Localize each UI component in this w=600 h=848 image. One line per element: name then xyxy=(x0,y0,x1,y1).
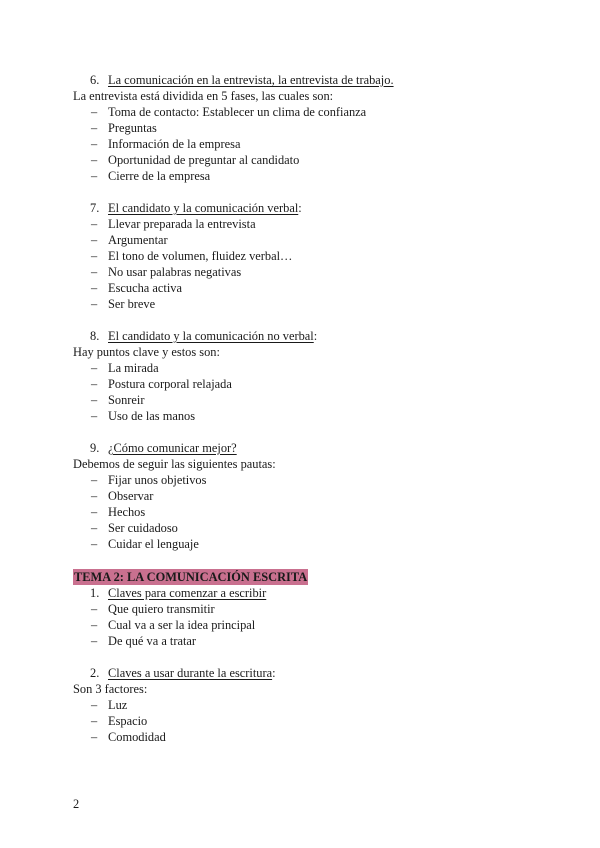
section-number: 9. xyxy=(90,441,100,455)
list-item-text: Cual va a ser la idea principal xyxy=(108,618,256,632)
section-title-text: Claves a usar durante la escritura xyxy=(108,666,273,680)
list-item-text: Fijar unos objetivos xyxy=(108,473,207,487)
dash-bullet: – xyxy=(91,233,98,247)
section-title-text: La comunicación en la entrevista, la entrevista de trabajo. xyxy=(108,73,394,87)
dash-bullet: – xyxy=(91,602,98,616)
list-item-text: Oportunidad de preguntar al candidato xyxy=(108,153,300,167)
dash-bullet: – xyxy=(91,105,98,119)
page-number: 2 xyxy=(73,797,80,811)
section-intro: Son 3 factores: xyxy=(73,682,148,696)
list-item-text: Hechos xyxy=(108,505,146,519)
dash-bullet: – xyxy=(91,473,98,487)
list-item-text: Información de la empresa xyxy=(108,137,241,151)
list-item-text: La mirada xyxy=(108,361,159,375)
list-item-text: Uso de las manos xyxy=(108,409,196,423)
list-item-text: Toma de contacto: Establecer un clima de confianza xyxy=(108,105,367,119)
dash-bullet: – xyxy=(91,217,98,231)
dash-bullet: – xyxy=(91,281,98,295)
section-number: 1. xyxy=(90,586,100,600)
topic-heading: TEMA 2: LA COMUNICACIÓN ESCRITA xyxy=(74,570,308,584)
section-title-text: El candidato y la comunicación verbal xyxy=(108,201,299,215)
section-number: 6. xyxy=(90,73,100,87)
list-item-text: De qué va a tratar xyxy=(108,634,197,648)
section-title-suffix: : xyxy=(298,201,302,215)
dash-bullet: – xyxy=(91,409,98,423)
list-item-text: Preguntas xyxy=(108,121,157,135)
section-title-suffix: : xyxy=(272,666,276,680)
section-intro: La entrevista está dividida en 5 fases, las cuales son: xyxy=(73,89,334,103)
dash-bullet: – xyxy=(91,137,98,151)
section-intro: Debemos de seguir las siguientes pautas: xyxy=(73,457,276,471)
dash-bullet: – xyxy=(91,297,98,311)
section-number: 8. xyxy=(90,329,100,343)
dash-bullet: – xyxy=(91,361,98,375)
list-item-text: El tono de volumen, fluidez verbal… xyxy=(108,249,293,263)
list-item-text: Observar xyxy=(108,489,154,503)
dash-bullet: – xyxy=(91,393,98,407)
dash-bullet: – xyxy=(91,153,98,167)
dash-bullet: – xyxy=(91,714,98,728)
section-number: 2. xyxy=(90,666,100,680)
list-item-text: Cierre de la empresa xyxy=(108,169,211,183)
list-item-text: Comodidad xyxy=(108,730,166,744)
dash-bullet: – xyxy=(91,249,98,263)
list-item-text: Postura corporal relajada xyxy=(108,377,232,391)
list-item-text: Llevar preparada la entrevista xyxy=(108,217,256,231)
list-item-text: Espacio xyxy=(108,714,148,728)
dash-bullet: – xyxy=(91,618,98,632)
dash-bullet: – xyxy=(91,698,98,712)
section-number: 7. xyxy=(90,201,100,215)
dash-bullet: – xyxy=(91,634,98,648)
list-item-text: Sonreir xyxy=(108,393,145,407)
section-title-text: Claves para comenzar a escribir xyxy=(108,586,267,600)
dash-bullet: – xyxy=(91,377,98,391)
list-item-text: Ser breve xyxy=(108,297,156,311)
list-item-text: Argumentar xyxy=(108,233,168,247)
dash-bullet: – xyxy=(91,505,98,519)
dash-bullet: – xyxy=(91,265,98,279)
dash-bullet: – xyxy=(91,521,98,535)
dash-bullet: – xyxy=(91,121,98,135)
dash-bullet: – xyxy=(91,537,98,551)
list-item-text: Ser cuidadoso xyxy=(108,521,178,535)
section-title-text: ¿Cómo comunicar mejor? xyxy=(108,441,237,455)
list-item-text: No usar palabras negativas xyxy=(108,265,242,279)
dash-bullet: – xyxy=(91,489,98,503)
dash-bullet: – xyxy=(91,169,98,183)
list-item-text: Cuidar el lenguaje xyxy=(108,537,199,551)
section-title-suffix: : xyxy=(313,329,318,343)
list-item-text: Que quiero transmitir xyxy=(108,602,215,616)
section-intro: Hay puntos clave y estos son: xyxy=(73,345,220,359)
dash-bullet: – xyxy=(91,730,98,744)
section-title-text: El candidato y la comunicación no verbal xyxy=(108,329,314,343)
list-item-text: Escucha activa xyxy=(108,281,182,295)
list-item-text: Luz xyxy=(108,698,128,712)
